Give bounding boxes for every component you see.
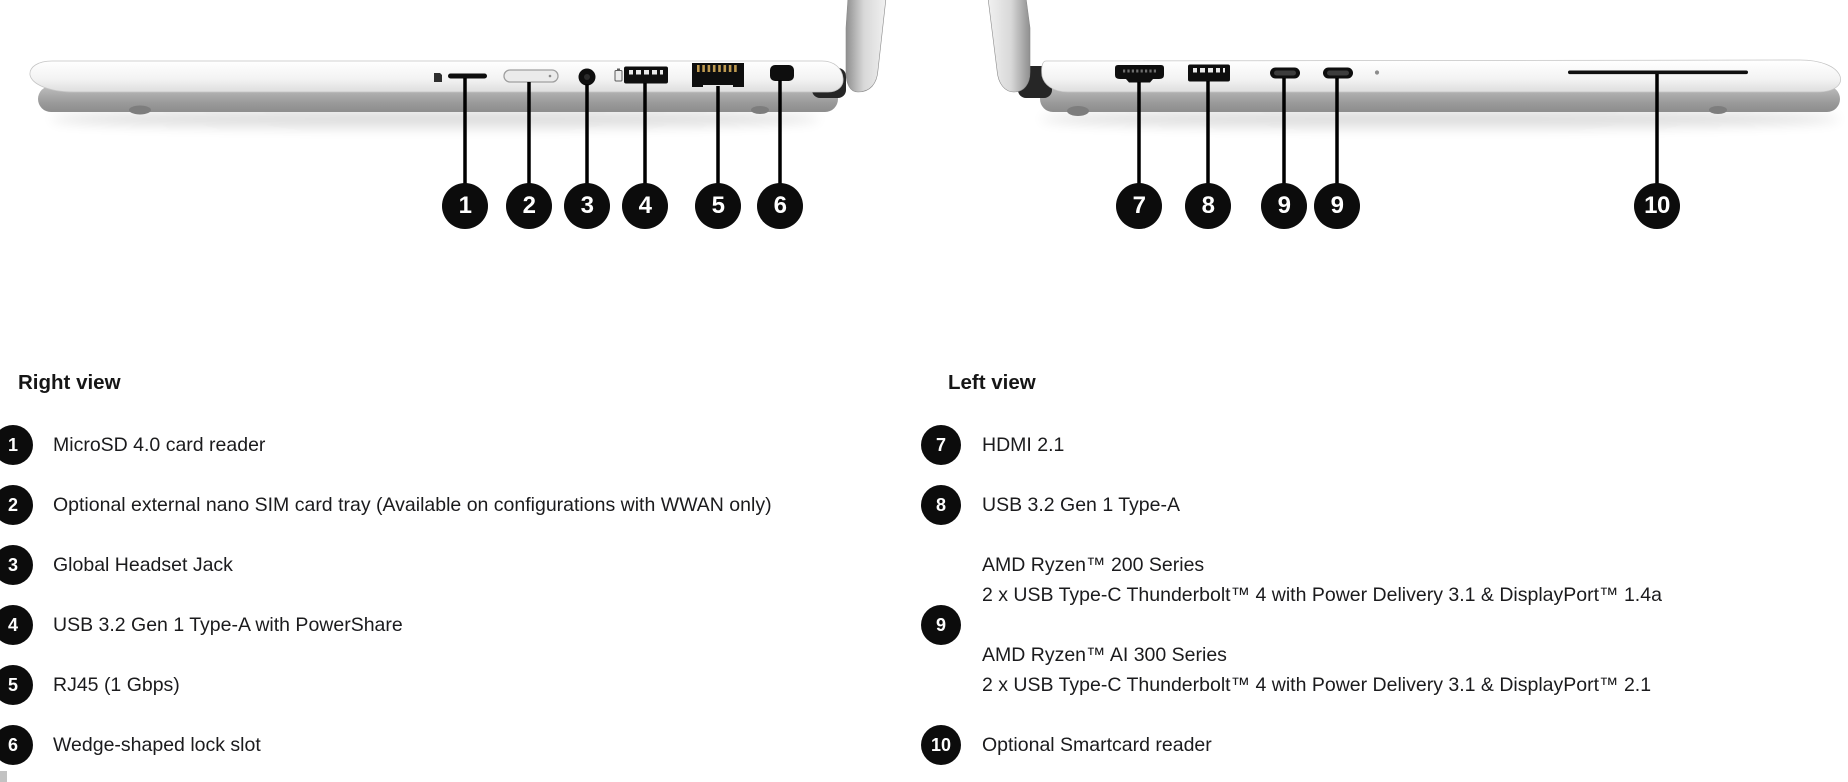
usb-a-port	[624, 67, 668, 84]
callout-badge-9a: 9	[1261, 183, 1307, 229]
callout-badge-10: 10	[1634, 183, 1680, 229]
callout-badge-1: 1	[442, 183, 488, 229]
callout-badge-5: 5	[695, 183, 741, 229]
callout-badge-8: 8	[1185, 183, 1231, 229]
indicator-dot	[1375, 70, 1379, 74]
callout-badge-7: 7	[1116, 183, 1162, 229]
screen-edge	[846, 0, 886, 92]
legend-badge-6: 6	[0, 725, 33, 765]
laptop-foot	[751, 106, 769, 114]
laptop-left-view	[988, 0, 1841, 188]
left-view-title: Left view	[948, 371, 1036, 394]
usb-a-port	[1188, 65, 1230, 82]
screen-edge	[988, 0, 1030, 92]
clipped-content-artifact	[0, 771, 7, 782]
legend-badge-2: 2	[0, 485, 33, 525]
legend-text-9-line-4: 2 x USB Type-C Thunderbolt™ 4 with Power Delivery 3.1 & DisplayPort™ 2.1	[982, 674, 1652, 696]
legend-badge-7: 7	[921, 425, 961, 465]
laptop-shadow	[50, 110, 820, 128]
right-view-title: Right view	[18, 371, 121, 394]
callout-badge-3: 3	[564, 183, 610, 229]
callout-badge-4: 4	[622, 183, 668, 229]
usb-c-port	[1270, 68, 1300, 79]
legend-text-8: USB 3.2 Gen 1 Type-A	[982, 494, 1180, 516]
laptop-foot	[1067, 106, 1089, 116]
laptop-right-view	[30, 0, 886, 188]
smartcard-reader-slot	[1568, 71, 1748, 75]
legend-badge-5: 5	[0, 665, 33, 705]
legend-badge-4: 4	[0, 605, 33, 645]
microsd-icon	[434, 73, 442, 82]
legend-badge-1: 1	[0, 425, 33, 465]
callout-badge-9b: 9	[1314, 183, 1360, 229]
laptop-diagram	[0, 0, 1848, 260]
legend-text-2: Optional external nano SIM card tray (Available on configurations with WWAN only)	[53, 494, 772, 516]
callout-badge-6: 6	[757, 183, 803, 229]
legend-text-4: USB 3.2 Gen 1 Type-A with PowerShare	[53, 614, 403, 636]
legend-badge-9: 9	[921, 605, 961, 645]
legend-badge-3: 3	[0, 545, 33, 585]
usb-c-port	[1323, 68, 1353, 79]
microsd-card-reader-slot	[448, 74, 487, 79]
headset-jack	[579, 69, 596, 86]
legend-badge-8: 8	[921, 485, 961, 525]
rj45-port	[692, 63, 744, 87]
legend-text-9-line-1: AMD Ryzen™ 200 Series	[982, 554, 1205, 576]
legend-text-10: Optional Smartcard reader	[982, 734, 1212, 756]
laptop-foot	[1709, 106, 1727, 114]
legend-text-9	[982, 550, 1662, 700]
legend-text-7: HDMI 2.1	[982, 434, 1065, 456]
callout-badge-2: 2	[506, 183, 552, 229]
battery-icon	[615, 69, 622, 82]
legend-text-5: RJ45 (1 Gbps)	[53, 674, 180, 696]
legend-text-9-line-2: 2 x USB Type-C Thunderbolt™ 4 with Power Delivery 3.1 & DisplayPort™ 1.4a	[982, 584, 1662, 606]
wedge-lock-slot	[770, 65, 794, 81]
nano-sim-card-tray	[504, 70, 558, 82]
legend-text-9-line-3: AMD Ryzen™ AI 300 Series	[982, 644, 1227, 666]
legend-text-6: Wedge-shaped lock slot	[53, 734, 261, 756]
legend-badge-10: 10	[921, 725, 961, 765]
legend-text-1: MicroSD 4.0 card reader	[53, 434, 266, 456]
legend-text-3: Global Headset Jack	[53, 554, 233, 576]
laptop-foot	[129, 106, 151, 115]
